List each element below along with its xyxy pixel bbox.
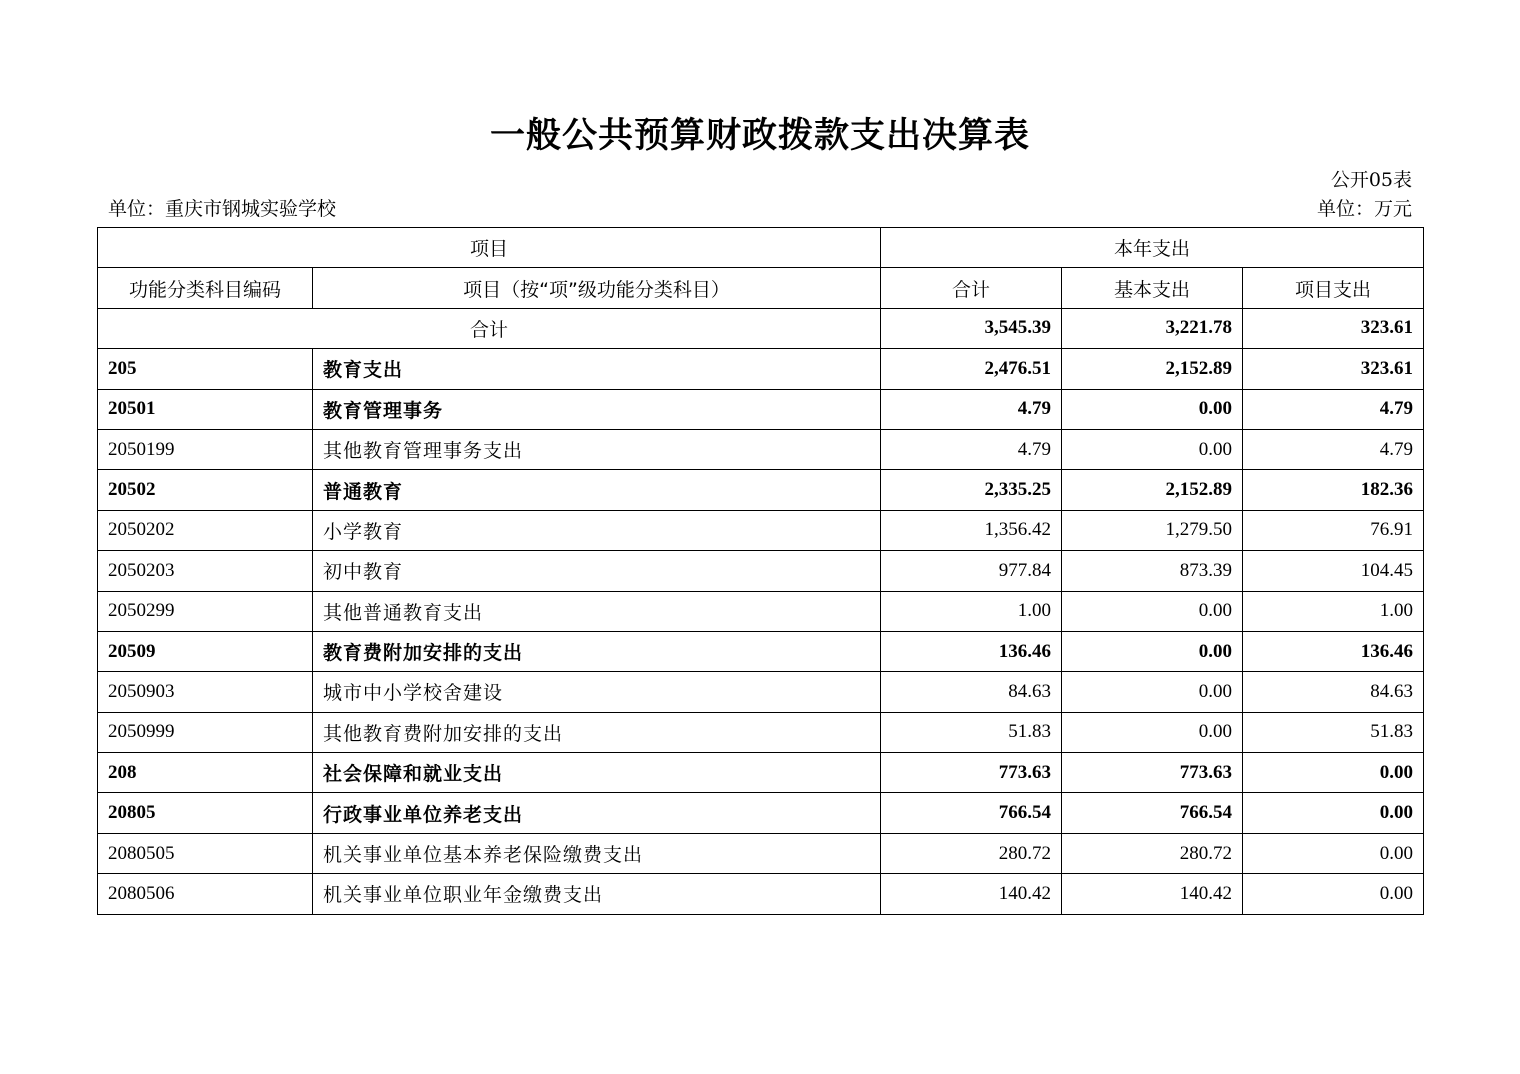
row-project: 0.00 xyxy=(1243,874,1424,914)
header-item-name: 项目（按“项”级功能分类科目） xyxy=(313,268,881,308)
total-basic: 3,221.78 xyxy=(1062,308,1243,348)
row-name: 普通教育 xyxy=(313,470,881,510)
header-project: 项目支出 xyxy=(1243,268,1424,308)
row-name: 小学教育 xyxy=(313,510,881,550)
row-basic: 2,152.89 xyxy=(1062,349,1243,389)
row-name: 其他教育费附加安排的支出 xyxy=(313,712,881,752)
row-project: 0.00 xyxy=(1243,753,1424,793)
row-code: 20502 xyxy=(98,470,313,510)
header-code: 功能分类科目编码 xyxy=(98,268,313,308)
row-basic: 2,152.89 xyxy=(1062,470,1243,510)
row-basic: 0.00 xyxy=(1062,712,1243,752)
row-project: 323.61 xyxy=(1243,349,1424,389)
table-row xyxy=(98,510,1424,550)
row-project: 4.79 xyxy=(1243,429,1424,469)
row-basic: 0.00 xyxy=(1062,429,1243,469)
row-basic: 766.54 xyxy=(1062,793,1243,833)
row-code: 2050202 xyxy=(98,510,313,550)
row-basic: 0.00 xyxy=(1062,389,1243,429)
currency-unit: 单位：万元 xyxy=(1316,198,1412,220)
row-total: 280.72 xyxy=(881,833,1062,873)
row-project: 0.00 xyxy=(1243,833,1424,873)
row-total: 773.63 xyxy=(881,753,1062,793)
row-basic: 0.00 xyxy=(1062,631,1243,671)
header-total: 合计 xyxy=(881,268,1062,308)
row-total: 977.84 xyxy=(881,551,1062,591)
row-code: 2050999 xyxy=(98,712,313,752)
table-row xyxy=(98,551,1424,591)
table-row xyxy=(98,874,1424,914)
table-row xyxy=(98,712,1424,752)
row-basic: 0.00 xyxy=(1062,672,1243,712)
row-code: 2080505 xyxy=(98,833,313,873)
row-total: 84.63 xyxy=(881,672,1062,712)
row-total: 2,335.25 xyxy=(881,470,1062,510)
table-row xyxy=(98,429,1424,469)
row-name: 行政事业单位养老支出 xyxy=(313,793,881,833)
header-item: 项目 xyxy=(98,228,881,268)
row-name: 初中教育 xyxy=(313,551,881,591)
row-basic: 140.42 xyxy=(1062,874,1243,914)
header-row-2 xyxy=(98,268,1424,308)
row-basic: 873.39 xyxy=(1062,551,1243,591)
row-basic: 773.63 xyxy=(1062,753,1243,793)
row-code: 20805 xyxy=(98,793,313,833)
row-project: 0.00 xyxy=(1243,793,1424,833)
table-row xyxy=(98,389,1424,429)
row-total: 4.79 xyxy=(881,429,1062,469)
row-code: 20501 xyxy=(98,389,313,429)
header-row-1 xyxy=(98,228,1424,268)
header-current-year: 本年支出 xyxy=(881,228,1424,268)
row-code: 2050299 xyxy=(98,591,313,631)
row-code: 205 xyxy=(98,349,313,389)
row-code: 2080506 xyxy=(98,874,313,914)
row-project: 76.91 xyxy=(1243,510,1424,550)
table-row xyxy=(98,631,1424,671)
row-name: 社会保障和就业支出 xyxy=(313,753,881,793)
table-number: 公开05表 xyxy=(1330,169,1412,191)
row-name: 其他普通教育支出 xyxy=(313,591,881,631)
row-total: 2,476.51 xyxy=(881,349,1062,389)
total-total: 3,545.39 xyxy=(881,308,1062,348)
table-row xyxy=(98,591,1424,631)
row-name: 机关事业单位基本养老保险缴费支出 xyxy=(313,833,881,873)
total-project: 323.61 xyxy=(1243,308,1424,348)
table-row xyxy=(98,672,1424,712)
budget-table xyxy=(97,227,1424,915)
row-total: 1.00 xyxy=(881,591,1062,631)
row-name: 机关事业单位职业年金缴费支出 xyxy=(313,874,881,914)
row-total: 766.54 xyxy=(881,793,1062,833)
header-basic: 基本支出 xyxy=(1062,268,1243,308)
row-project: 1.00 xyxy=(1243,591,1424,631)
total-label: 合计 xyxy=(98,308,881,348)
row-project: 104.45 xyxy=(1243,551,1424,591)
row-code: 2050203 xyxy=(98,551,313,591)
row-total: 140.42 xyxy=(881,874,1062,914)
row-basic: 0.00 xyxy=(1062,591,1243,631)
table-row xyxy=(98,753,1424,793)
row-project: 84.63 xyxy=(1243,672,1424,712)
table-row xyxy=(98,793,1424,833)
row-name: 教育支出 xyxy=(313,349,881,389)
row-basic: 280.72 xyxy=(1062,833,1243,873)
table-row xyxy=(98,833,1424,873)
table-row xyxy=(98,349,1424,389)
row-name: 教育管理事务 xyxy=(313,389,881,429)
page-title: 一般公共预算财政拨款支出决算表 xyxy=(489,116,1030,156)
table-row xyxy=(98,470,1424,510)
row-code: 2050903 xyxy=(98,672,313,712)
row-project: 182.36 xyxy=(1243,470,1424,510)
row-name: 教育费附加安排的支出 xyxy=(313,631,881,671)
row-project: 136.46 xyxy=(1243,631,1424,671)
row-total: 51.83 xyxy=(881,712,1062,752)
total-row xyxy=(98,308,1424,348)
row-total: 4.79 xyxy=(881,389,1062,429)
row-project: 4.79 xyxy=(1243,389,1424,429)
row-project: 51.83 xyxy=(1243,712,1424,752)
row-total: 136.46 xyxy=(881,631,1062,671)
unit-label: 单位：重庆市钢城实验学校 xyxy=(108,198,337,220)
row-name: 其他教育管理事务支出 xyxy=(313,429,881,469)
row-name: 城市中小学校舍建设 xyxy=(313,672,881,712)
row-basic: 1,279.50 xyxy=(1062,510,1243,550)
row-code: 208 xyxy=(98,753,313,793)
row-total: 1,356.42 xyxy=(881,510,1062,550)
row-code: 2050199 xyxy=(98,429,313,469)
row-code: 20509 xyxy=(98,631,313,671)
